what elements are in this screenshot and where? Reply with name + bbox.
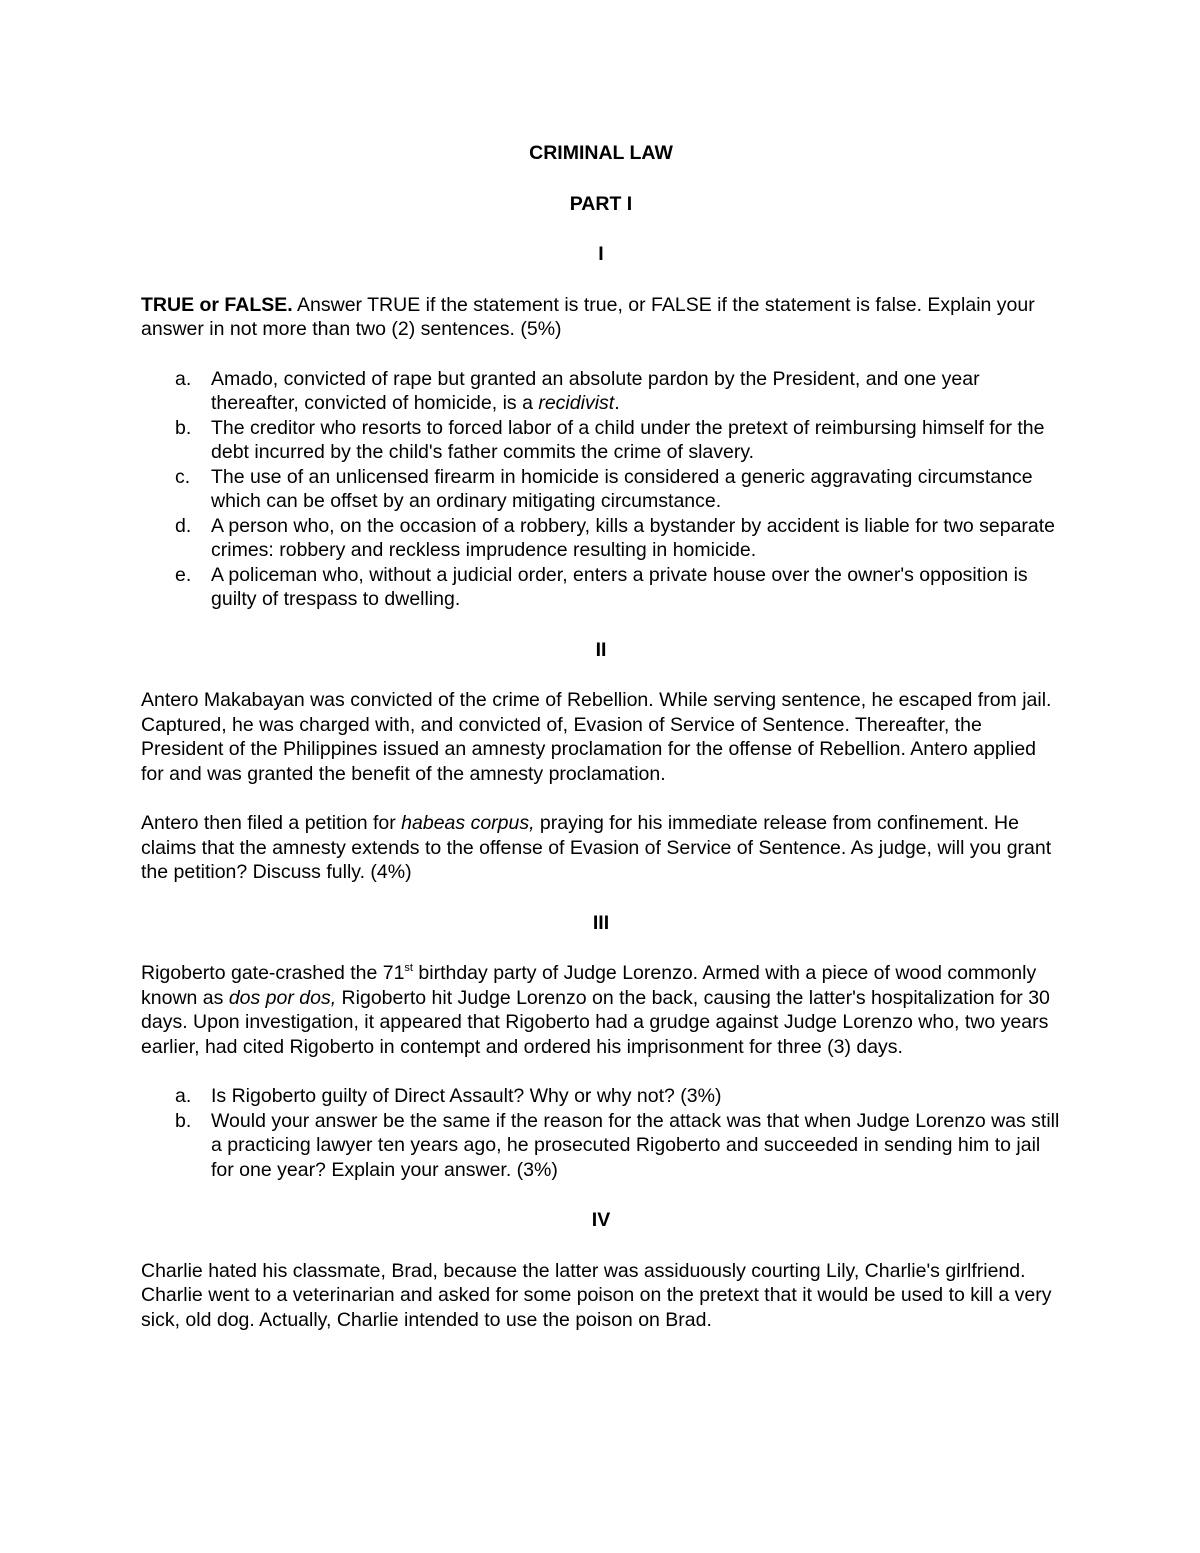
section-3-paragraph	[141, 961, 1061, 1059]
para-text: praying for his immediate release from confinement. He claims that the amnesty extends to the offense of Evasion of Service of Sentence. As judge, will you grant the petition? Discuss fully. (4%)	[141, 812, 1052, 883]
item-text: A policeman who, without a judicial order, enters a private house over the owner's opposition is guilty of trespass to dwelling.	[211, 563, 1028, 610]
section-2-paragraph-1: Antero Makabayan was convicted of the crime of Rebellion. While serving sentence, he escaped from jail. Captured, he was charged with, and convicted of, Evasion of Service of Sentence. Thereafter, the President of the Philippines issued an amnesty proclamation for the offense of Rebellion. Antero applied for and was granted the benefit of the amnesty proclamation.	[141, 689, 1052, 785]
document-title: CRIMINAL LAW	[529, 142, 673, 164]
para-text: birthday party of Judge Lorenzo. Armed with a piece of wood commonly known as	[141, 962, 1037, 1009]
para-italic: habeas corpus,	[401, 812, 535, 834]
item-text: A person who, on the occasion of a robbery, kills a bystander by accident is liable for two separate crimes: robbery and reckless imprudence resulting in homicide.	[211, 514, 1056, 561]
section-numeral-2: II	[595, 638, 607, 661]
para-text: Antero then filed a petition for	[141, 812, 402, 834]
document-body	[141, 141, 1061, 1332]
section-numeral-4: IV	[591, 1209, 611, 1231]
item-text: Amado, convicted of rape but granted an absolute pardon by the President, and one year thereafter, convicted of homicide, is a	[211, 367, 980, 414]
para-italic: dos por dos,	[228, 986, 337, 1009]
section-numeral-1: I	[598, 243, 604, 265]
para-text: Rigoberto gate-crashed the 71	[141, 962, 405, 984]
list-item	[141, 514, 1061, 563]
item-marker: c.	[175, 465, 191, 488]
item-text: The creditor who resorts to forced labor of a child under the pretext of reimbursing himself for the debt incurred by the child's father commits the crime of slavery.	[211, 416, 1045, 463]
list-item	[141, 416, 1061, 465]
item-marker: a.	[175, 1085, 192, 1107]
list-item	[141, 367, 1061, 416]
item-marker: b.	[175, 416, 192, 439]
item-marker: d.	[175, 514, 192, 537]
section-4-paragraph: Charlie hated his classmate, Brad, because the latter was assiduously courting Lily, Charlie's girlfriend. Charlie went to a veterinarian and asked for some poison on the pretext that it would be used to kill a very sick, old dog. Actually, Charlie intended to use the poison on Brad.	[141, 1259, 1052, 1331]
true-false-label: TRUE or FALSE.	[141, 293, 293, 316]
item-text: Would your answer be the same if the reason for the attack was that when Judge Lorenzo was still a practicing lawyer ten years ago, he prosecuted Rigoberto and succeeded in sending him to jail for one year? Explain your answer. (3%)	[211, 1109, 1060, 1181]
item-marker: e.	[175, 563, 192, 586]
section-3-items	[141, 1084, 1061, 1182]
section-numeral-3: III	[592, 911, 610, 934]
section-1-items	[141, 367, 1061, 612]
section-2-paragraph-2	[141, 811, 1061, 885]
list-item	[141, 1109, 1061, 1183]
ordinal-suffix: st	[404, 962, 413, 974]
section-1-instruction	[141, 293, 1061, 342]
part-heading: PART I	[569, 192, 633, 215]
item-italic: recidivist	[538, 392, 615, 414]
item-text: The use of an unlicensed firearm in homicide is considered a generic aggravating circumstance which can be offset by an ordinary mitigating circumstance.	[211, 465, 1033, 512]
item-tail: .	[614, 392, 620, 414]
para-text: Rigoberto hit Judge Lorenzo on the back, causing the latter's hospitalization for 30 days. Upon investigation, it appeared that Rigoberto had a grudge against Judge Lorenzo who, two years earlier, had cited Rigoberto in contempt and ordered his imprisonment for three (3) days.	[141, 986, 1050, 1058]
list-item	[141, 1084, 1061, 1109]
item-marker: b.	[175, 1109, 192, 1132]
item-marker: a.	[175, 367, 192, 390]
instruction-text: Answer TRUE if the statement is true, or FALSE if the statement is false. Explain your answer in not more than two (2) sentences. (5%)	[141, 293, 1035, 340]
list-item	[141, 563, 1061, 612]
list-item	[141, 465, 1061, 514]
item-text: Is Rigoberto guilty of Direct Assault? Why or why not? (3%)	[211, 1085, 722, 1107]
